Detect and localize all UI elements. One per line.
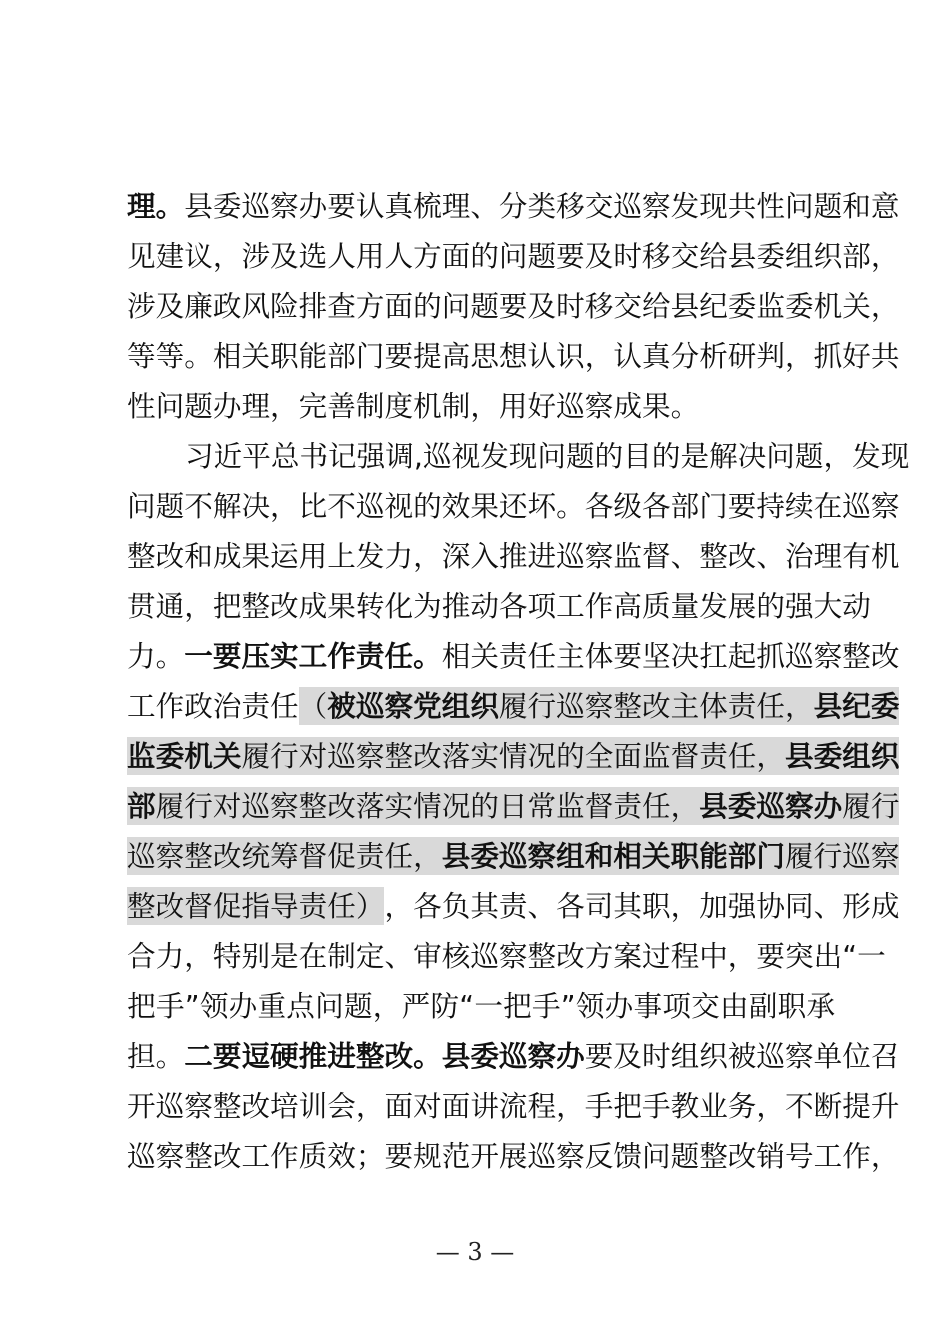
text-line: 整 改 督 促 指 导 责 任 ） ， 各 负 其 责 、 各 司 其 职 ， 加 强 协 同 、 形 成 <box>127 889 900 923</box>
text-line: 巡 察 整 改 统 筹 督 促 责 任 ， 县 委 巡 察 组 和 相 关 职 能 部 门 履 行 巡 察 <box>127 839 900 873</box>
text-line: 巡 察 整 改 工 作 质 效 ； 要 规 范 开 展 巡 察 反 馈 问 题 整 改 销 号 工 作 ， <box>127 1139 900 1173</box>
page-number: — 3 — <box>435 1238 515 1266</box>
text-line: 把 手 ” 领 办 重 点 问 题 ， 严 防 “ 一 把 手 ” 领 办 事 项 交 由 副 职 承 <box>127 989 836 1023</box>
text-line: 理 。 县 委 巡 察 办 要 认 真 梳 理 、 分 类 移 交 巡 察 发 现 共 性 问 题 和 意 <box>127 189 900 223</box>
text-line: 习 近 平 总 书 记 强 调 , 巡 视 发 现 问 题 的 目 的 是 解 决 问 题 ， 发 现 <box>185 439 910 473</box>
text-line: 等 等 。 相 关 职 能 部 门 要 提 高 思 想 认 识 ， 认 真 分 析 研 判 ， 抓 好 共 <box>127 339 900 373</box>
text-line: 开 巡 察 整 改 培 训 会 ， 面 对 面 讲 流 程 ， 手 把 手 教 业 务 ， 不 断 提 升 <box>127 1089 900 1123</box>
text-line: 部 履 行 对 巡 察 整 改 落 实 情 况 的 日 常 监 督 责 任 ， 县 委 巡 察 办 履 行 <box>127 789 900 823</box>
text-line: 工 作 政 治 责 任 （ 被 巡 察 党 组 织 履 行 巡 察 整 改 主 体 责 任 ， 县 纪 委 <box>127 689 900 723</box>
text-line: 力 。 一 要 压 实 工 作 责 任 。 相 关 责 任 主 体 要 坚 决 扛 起 抓 巡 察 整 改 <box>127 639 900 673</box>
text-line: 贯 通 ， 把 整 改 成 果 转 化 为 推 动 各 项 工 作 高 质 量 发 展 的 强 大 动 <box>127 589 871 623</box>
text-line: 监 委 机 关 履 行 对 巡 察 整 改 落 实 情 况 的 全 面 监 督 责 任 ， 县 委 组 织 <box>127 739 900 773</box>
text-line: 担 。 二 要 逗 硬 推 进 整 改 。 县 委 巡 察 办 要 及 时 组 织 被 巡 察 单 位 召 <box>127 1039 900 1073</box>
text-line: 性 问 题 办 理 ， 完 善 制 度 机 制 ， 用 好 巡 察 成 果 。 <box>127 389 700 423</box>
text-line: 合 力 ， 特 别 是 在 制 定 、 审 核 巡 察 整 改 方 案 过 程 中 ， 要 突 出 “ 一 <box>127 939 886 973</box>
text-line: 问 题 不 解 决 ， 比 不 巡 视 的 效 果 还 坏 。 各 级 各 部 门 要 持 续 在 巡 察 <box>127 489 900 523</box>
text-line: 整 改 和 成 果 运 用 上 发 力 ， 深 入 推 进 巡 察 监 督 、 整 改 、 治 理 有 机 <box>127 539 900 573</box>
text-line: 见 建 议 ， 涉 及 选 人 用 人 方 面 的 问 题 要 及 时 移 交 给 县 委 组 织 部 ， <box>127 239 900 273</box>
body-text <box>127 181 910 1181</box>
text-line: 涉 及 廉 政 风 险 排 查 方 面 的 问 题 要 及 时 移 交 给 县 纪 委 监 委 机 关 ， <box>127 289 900 323</box>
